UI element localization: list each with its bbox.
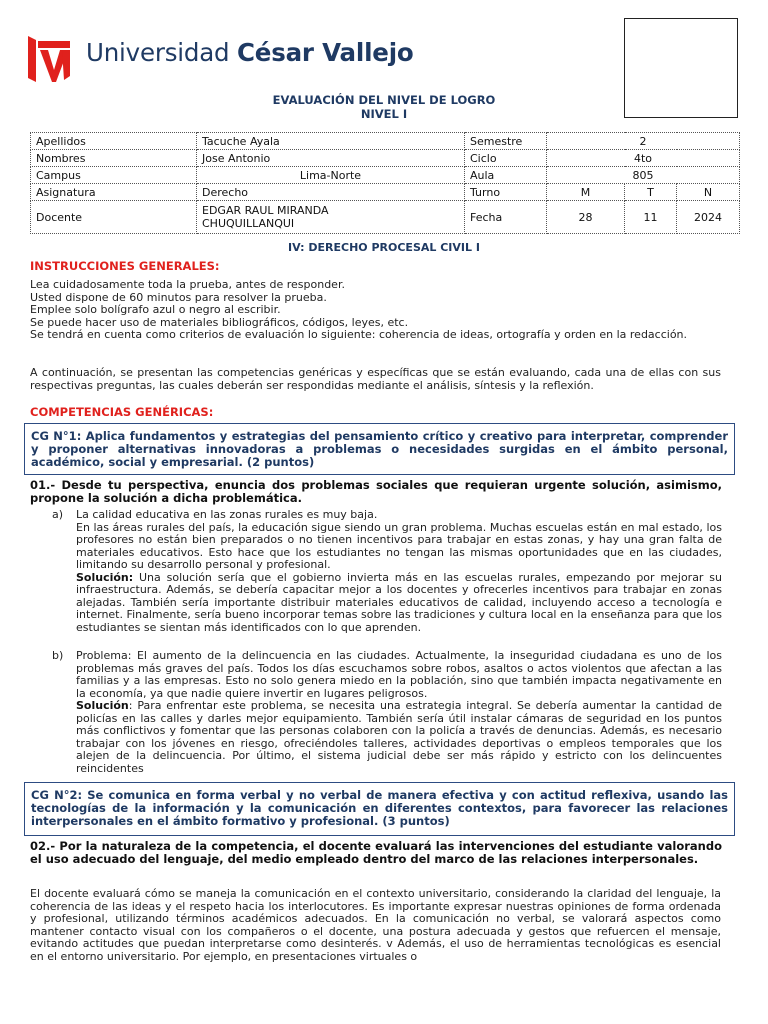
fecha-day: 28 <box>547 201 625 234</box>
instructions-intro: A continuación, se presentan las competencias genéricas y específicas que se están evaluando, cada una de ellas con sus respectivas preguntas, las cuales deberán ser respondidas mediante el análisis, síntesis y la reflexión. <box>30 366 721 392</box>
aula-label: Aula <box>465 167 547 184</box>
fecha-year: 2024 <box>677 201 740 234</box>
answer-a-title: La calidad educativa en las zonas rurales es muy baja. <box>76 508 378 521</box>
docente-label: Docente <box>31 201 197 234</box>
table-row <box>31 184 740 201</box>
ciclo-value: 4to <box>547 150 740 167</box>
competency-box-cg2: CG N°2: Se comunica en forma verbal y no verbal de manera efectiva y con actitud reflexiva, usando las tecnologías de la información y la comunicación en diferentes contextos, para favorecer las relaciones interpersonales en el ámbito formativo y profesional. (3 puntos) <box>24 782 735 836</box>
nombres-label: Nombres <box>31 150 197 167</box>
answer-item-b <box>52 650 722 775</box>
university-name: Universidad César Vallejo <box>86 38 414 67</box>
subject-title: IV: DERECHO PROCESAL CIVIL I <box>288 241 480 254</box>
docente-value: EDGAR RAUL MIRANDA CHUQUILLANQUI <box>197 201 465 234</box>
fecha-label: Fecha <box>465 201 547 234</box>
asignatura-value: Derecho <box>197 184 465 201</box>
instructions-list: Lea cuidadosamente toda la prueba, antes de responder. Usted dispone de 60 minutos para resolver la prueba. Emplee solo bolígrafo azul o negro al escribir. Se puede hacer uso de materiales bibliográficos, códigos, leyes, etc. Se tendrá en cuenta como criterios de evaluación lo siguiente: coherencia de ideas, ortografía y orden en la redacción. <box>30 278 688 341</box>
fecha-month: 11 <box>625 201 677 234</box>
answer-a-text: En las áreas rurales del país, la educación sigue siendo un gran problema. Muchas escuelas están en mal estado, los profesores no están bien preparados o no tienen incentivos para trabajar en estas zonas, y hay una gran falta de materiales educativos. Esto hace que los estudiantes no tengan las mismas oportunidades que en las ciudades, limitando su desarrollo personal y profesional. <box>76 520 722 571</box>
question-2: 02.- Por la naturaleza de la competencia, el docente evaluará las intervenciones del estudiante valorando el uso adecuado del lenguaje, del medio empleado dentro del marco de las relaciones interpersonales. <box>30 839 722 866</box>
student-info-table <box>30 132 740 234</box>
turno-n: N <box>677 184 740 201</box>
apellidos-label: Apellidos <box>31 133 197 150</box>
university-logo-icon <box>28 36 70 82</box>
competencias-heading: COMPETENCIAS GENÉRICAS: <box>30 405 214 419</box>
answer-b-text: Problema: El aumento de la delincuencia en las ciudades. Actualmente, la inseguridad ciudadana es uno de los problemas más graves del país. Todos los días escuchamos sobre robos, asaltos o actos violentos que afectan a las familias y a las empresas. Esto no solo genera miedo en la población, sino que también impacta negativamente en la economía, ya que nadie quiere invertir en lugares peligrosos. <box>76 649 722 700</box>
exam-title: EVALUACIÓN DEL NIVEL DE LOGRO <box>272 93 496 107</box>
table-row <box>31 150 740 167</box>
turno-m: M <box>547 184 625 201</box>
ciclo-label: Ciclo <box>465 150 547 167</box>
exam-level: NIVEL I <box>360 107 408 121</box>
question-1: 01.- Desde tu perspectiva, enuncia dos problemas sociales que requieran urgente solución, asimismo, propone la solución a dicha problemática. <box>30 478 722 505</box>
answer-item-a <box>52 509 722 634</box>
turno-t: T <box>625 184 677 201</box>
nombres-value: Jose Antonio <box>197 150 465 167</box>
table-row <box>31 201 740 234</box>
item-label: a) <box>52 508 64 521</box>
campus-value: Lima-Norte <box>197 167 465 184</box>
aula-value: 805 <box>547 167 740 184</box>
instructions-heading: INSTRUCCIONES GENERALES: <box>30 259 220 273</box>
asignatura-label: Asignatura <box>31 184 197 201</box>
answer-b-solution: Solución: Para enfrentar este problema, se necesita una estrategia integral. Se debería aumentar la cantidad de policías en las calles y darles mejor equipamiento. También sería útil instalar cámaras de seguridad en los puntos más conflictivos y fomentar que las personas colaboren con la policía a través de denuncias. Además, es necesario trabajar con los jóvenes en riesgo, ofreciéndoles talleres, actividades deportivas o empleos temporales que los alejen de la delincuencia. Por último, el sistema judicial debe ser más rápido y estricto con los delincuentes reincidentes <box>76 699 722 775</box>
campus-label: Campus <box>31 167 197 184</box>
competency-box-cg1: CG N°1: Aplica fundamentos y estrategias del pensamiento crítico y creativo para interpretar, comprender y proponer alternativas innovadoras a problemas o necesidades surgidas en el ámbito personal, académico, social y empresarial. (2 puntos) <box>24 423 735 475</box>
answer-a-solution: Solución: Una solución sería que el gobierno invierta más en las escuelas rurales, empezando por mejorar su infraestructura. Además, se debería capacitar mejor a los docentes y ofrecerles incentivos para trabajar en zonas alejadas. También sería importante distribuir materiales educativos de calidad, incluyendo acceso a tecnología e internet. Finalmente, sería bueno incorporar temas sobre las tradiciones y cultura local en la enseñanza para que los estudiantes se sientan más identificados con lo que aprenden. <box>76 570 722 634</box>
semestre-value: 2 <box>547 133 740 150</box>
table-row <box>31 167 740 184</box>
answer-2-text: El docente evaluará cómo se maneja la comunicación en el contexto universitario, considerando la claridad del lenguaje, la coherencia de las ideas y el respeto hacia los interlocutores. Es importante expresar nuestras opiniones de forma ordenada y profesional, utilizando términos académicos adecuados. En la comunicación no verbal, se valorará aspectos como mantener contacto visual con los compañeros o el docente, una postura adecuada y gestos que refuercen el mensaje, evitando actitudes que puedan interpretarse como desinterés. v Además, el uso de herramientas tecnológicas es esencial en el entorno universitario. Por ejemplo, en presentaciones virtuales o <box>30 887 721 963</box>
table-row <box>31 133 740 150</box>
semestre-label: Semestre <box>465 133 547 150</box>
item-label: b) <box>52 649 64 662</box>
turno-label: Turno <box>465 184 547 201</box>
apellidos-value: Tacuche Ayala <box>197 133 465 150</box>
